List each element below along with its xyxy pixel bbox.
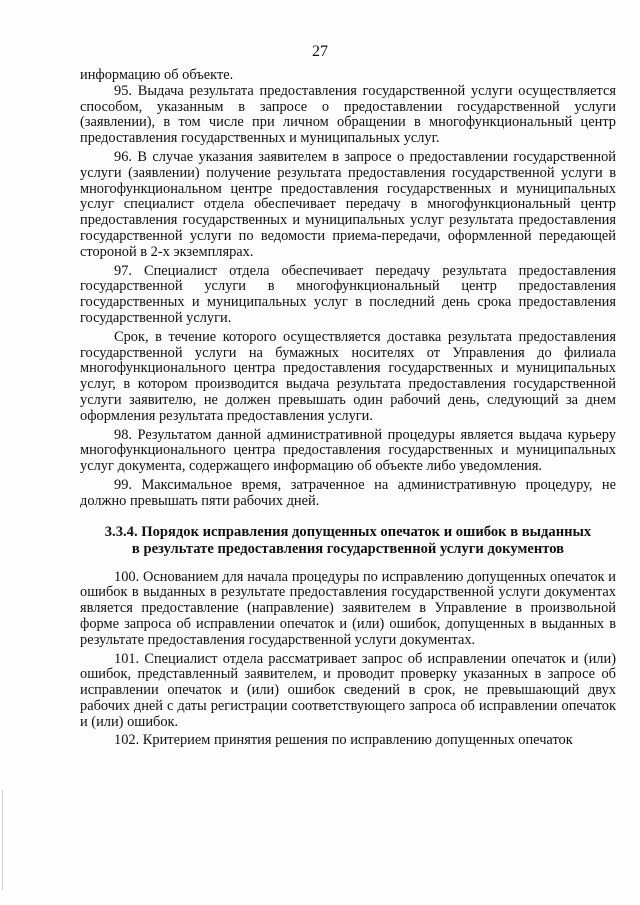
- paragraph-99: 99. Максимальное время, затраченное на административную процедуру, не должно превышать пяти рабочих дней.: [80, 476, 616, 509]
- paragraph-continuation: информацию об объекте.: [80, 67, 234, 83]
- paragraph-101: 101. Специалист отдела рассматривает запрос об исправлении опечаток и (или) ошибок, представленный заявителем, и проводит проверку указанных в запросе об исправлении опечаток и (или) ошибок сведений в срок, не превышающий двух рабочих дней с даты регистрации соответствующего запроса об исправлении опечаток и (или) ошибок.: [80, 650, 616, 730]
- paragraph-97: 97. Специалист отдела обеспечивает передачу результата предоставления государственной услуги в многофункциональный центр предоставления государственных и муниципальных услуг в последний день срока предоставления государственной услуги.: [80, 262, 616, 326]
- paragraph-95: 95. Выдача результата предоставления государственной услуги осуществляется способом, указанным в запросе о предоставлении государственной услуги (заявлении), в том числе при личном обращении в многофункциональный центр предоставления государственных и муниципальных услуг.: [80, 82, 616, 147]
- paragraph-term: Срок, в течение которого осуществляется доставка результата предоставления государственной услуги на бумажных носителях от Управления до филиала многофункционального центра предоставления государственных и муниципальных услуг, в котором производится выдача результата предоставления государственной услуги заявителю, не должен превышать один рабочий день, следующий за днем оформления результата предоставления услуги.: [80, 328, 616, 424]
- paragraph-100: 100. Основанием для начала процедуры по исправлению допущенных опечаток и ошибок в выданных в результате предоставления государственной услуги документах является предоставление (направление) заявителем в Управление в произвольной форме запроса об исправлении опечаток и (или) ошибок, допущенных в выданных в результате предоставления государственной услуги документах.: [80, 568, 616, 648]
- section-heading-line-1: 3.3.4. Порядок исправления допущенных опечаток и ошибок в выданных: [104, 523, 592, 540]
- scan-edge-line: [2, 790, 3, 890]
- paragraph-102: 102. Критерием принятия решения по исправлению допущенных опечаток: [114, 732, 573, 749]
- paragraph-96: 96. В случае указания заявителем в запросе о предоставлении государственной услуги (заявлении) получение результата предоставления государственной услуги в многофункциональном центре предоставления государственных и муниципальных услуг специалист отдела обеспечивает передачу в многофункциональный центр предоставления государственных и муниципальных услуг результата предоставления государственной услуги по ведомости приема-передачи, оформленной передающей стороной в 2-х экземплярах.: [80, 148, 616, 260]
- document-body: [80, 68, 616, 749]
- paragraph-98: 98. Результатом данной административной процедуры является выдача курьеру многофункционального центра предоставления государственных и муниципальных услуг документа, содержащего информацию об объекте либо уведомления.: [80, 426, 616, 475]
- section-heading: [80, 524, 616, 558]
- section-heading-line-2: в результате предоставления государственной услуги документов: [131, 540, 565, 557]
- page-number: 27: [312, 43, 328, 60]
